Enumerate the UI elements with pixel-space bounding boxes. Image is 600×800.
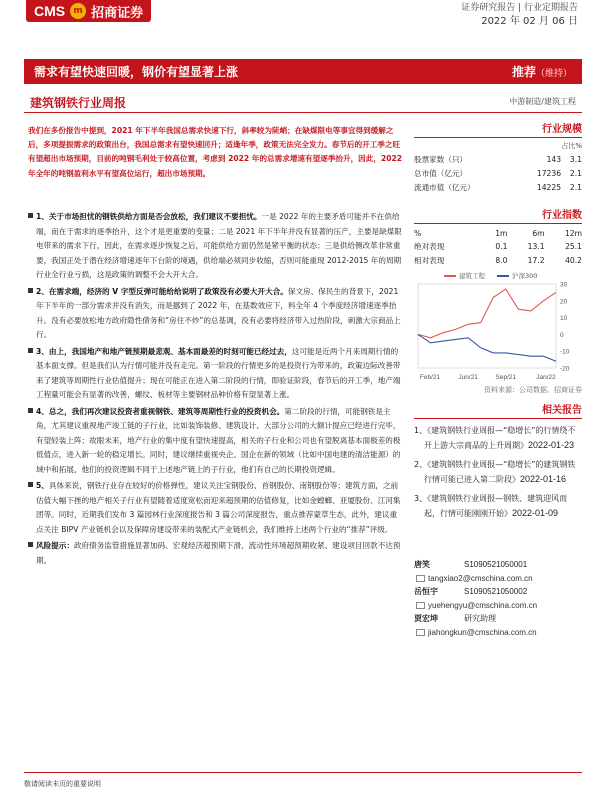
series-line-0 [418,289,556,338]
related-report-item[interactable] [414,492,582,521]
footer-note: 敬请阅读末页的重要说明 [24,780,101,788]
bullet-square-icon [28,213,33,218]
analyst-card [414,612,582,639]
legend-item-0: 建筑工程 [444,271,485,280]
point-body: 这可能是近两个月来周期行情的基本面支撑。但是我们认为行情可能并没有走完。第一阶段的行情更多的是投资行为带来的，政策边际改善带来了建筑等周期性行业估值提升；现在可能正在进入第二阶段的行情，即验证阶段，春节后的开工季，地产端工程量可能会有显著的改善，螺纹、板材等主要钢材品种价格有望显著上涨。 [36,346,401,399]
analyst-email[interactable] [414,572,582,586]
y-tick-label: -20 [560,365,570,373]
analyst-id: 研究助理 [464,614,496,623]
scale-label: 总市值（亿元） [414,168,468,178]
analyst-name: 唐笑 [414,560,430,569]
report-link-date: 2022-01-09 [512,508,559,518]
report-link-date: 2022-01-23 [528,440,575,450]
title-banner [24,59,582,84]
body-point [28,479,404,537]
scale-row [414,152,582,166]
body-point [28,285,404,343]
y-tick-label: 30 [560,281,568,289]
index-label: 相对表现 [414,255,445,265]
report-link-text: 3、《建筑钢铁行业周报—钢铁、建筑迎风而起，行情可能刚刚开始》 [414,494,568,518]
index-value: 17.2 [527,255,545,265]
analyst-email-text: jiahongkun@cmschina.com.cn [428,627,537,637]
index-header: % [414,228,422,238]
logo-cn-text: 招商证券 [91,5,144,21]
related-reports [414,424,582,521]
industry-tag: 中游制造/建筑工程 [509,97,576,106]
index-header: 1m [495,228,508,238]
bullet-square-icon [28,408,33,413]
body-point [28,345,404,403]
top-header [0,0,600,30]
index-chart [414,280,582,382]
scale-table [414,152,582,194]
point-body: 一是 2022 年的主要矛盾可能并不在供给端，而在于需求的逐季抬升，这个才是更重要的变量；二是 2021 年下半年并没有显著的压产，主要是缺煤限电带来的需求下行，因此，在需求逐步恢复之后，可能供给方面仍然是紧平衡的状态；三是供给侧改革非常重要，我国正处于潜在经济增速逐年下台阶的境遇，供给端必须同步收缩，否则可能重现 2012-2015 年的周期行业全行业亏损，这是政策的调整不会大开大合。 [36,212,402,279]
point-lead: 1、关于市场担忧的钢铁供给方面是否会放松，我们建议不要担忧。 [36,212,262,221]
index-title: 行业指数 [414,206,582,224]
reports-title: 相关报告 [414,401,582,419]
y-tick-label: 10 [560,315,568,323]
point-lead: 5、 [36,481,49,490]
point-body: 保文房、保民生的背景下，2021 年下半年的一部分需求并没有消失，而是挪到了 2022 年，在基数效应下，料全年 4 个季度经济增速逐季抬升。没有必要放松地方政府隐性债务和“房住不炒”的总基调，没有必要将经济带入过热阶段，刺激大宗商品上行。 [36,286,401,339]
point-lead: 风险提示： [36,541,74,550]
report-type: 证券研究报告 | 行业定期报告 [461,3,578,13]
x-tick-label: Feb/21 [419,374,441,381]
mail-icon [416,629,425,636]
scale-row [414,166,582,180]
mail-icon [416,575,425,582]
index-value: 0.1 [495,241,508,251]
index-row [414,253,582,267]
x-tick-label: Jun/21 [458,374,478,381]
scale-label: 股票家数（只） [414,154,468,164]
analyst-name: 贾宏坤 [414,614,438,623]
scale-row [414,180,582,194]
rating [512,63,572,80]
x-tick-label: Sep/21 [495,374,517,381]
index-header: 12m [564,228,582,238]
index-value: 13.1 [527,241,545,251]
scale-title: 行业规模 [414,120,582,138]
analyst-name: 岳恒宇 [414,587,438,596]
index-value: 40.2 [565,255,582,265]
report-title: 需求有望快速回暖，钢价有望显著上涨 [34,65,239,79]
scale-unit: 占比% [561,142,582,150]
analyst-email-text: yuehengyu@cmschina.com.cn [428,600,538,610]
index-row [414,239,582,253]
report-date: 2022 年 02 月 06 日 [481,16,578,27]
chart-legend [444,271,582,280]
divider [24,112,582,113]
y-tick-label: 20 [560,298,568,306]
scale-pct: 2.1 [569,182,582,192]
header-meta [461,2,578,28]
analyst-email-text: tangxiao2@cmschina.com.cn [428,573,533,583]
index-table [414,227,582,267]
body-point [28,539,404,568]
scale-pct: 2.1 [569,168,582,178]
point-body: 第二阶段的行情，可能钢铁是主角，尤其建议重视地产竣工链的子行业，比如装饰装修、建筑设计、大部分公司的大额计提应已经进行完毕，有望轻装上阵；故眼未来，地产行业的集中度有望快速提高，相关的子行业和公司也有望脱离基本面极差的极低值点，进入新一轮的稳定增长。同时，建议继续重视央企、国企在新的领域（比如中国电建的清洁能源）的域中和拓展，他们的投资逻辑不同于上述地产链上的子行业，他们有自己的长期投资逻辑。 [36,406,401,474]
bullet-square-icon [28,348,33,353]
cms-logo [26,0,151,22]
scale-value: 17236 [536,168,562,178]
analyst-id: S1090521050001 [464,560,528,569]
related-report-item[interactable] [414,424,582,453]
index-header: 6m [532,228,545,238]
body-point [28,210,404,283]
analyst-line [414,612,582,626]
series-line-1 [418,334,556,361]
analyst-id: S1090521050002 [464,587,528,596]
scale-value: 14225 [536,182,562,192]
point-body: 政府债务监管措施显著加码、宏观经济超预期下滑、流动性环境超预期收紧、建设项目回款不达预期。 [36,541,401,565]
analyst-line [414,558,582,572]
analyst-email[interactable] [414,626,582,640]
point-body: 具体来说，钢铁行业存在较好的价格弹性，建议关注宝钢股份、首钢股份、南钢股份等；建筑方面，之前估值大幅下挫的地产相关子行业有望随着适度宽松而迎来超预期的估值修复，比如金螳螂、亚厦股份、江河集团等。同时，近期我们发布 3 篇园林行业深度报告和 3 篇公司深度报告，重点推荐蒙草生态，此外，建议重点关注 BIPV 产业链机会以及保障房建设带来的装配式产业链机会，我们维持上述两个行业的“推荐”评级。 [36,481,401,534]
point-lead: 3、由上，我国地产和地产链预期最悲观、基本面最差的时刻可能已经过去， [36,346,292,356]
index-value: 25.1 [565,241,582,251]
point-lead: 4、总之，我们再次建议投资者重视钢铁、建筑等周期性行业的投资机会。 [36,406,285,416]
report-link-text: 1、《建筑钢铁行业周报—“稳增长”的行情绕不开上游大宗商品的上升周期》 [414,426,576,450]
x-tick-label: Jan/22 [536,374,556,381]
index-label: 绝对表现 [414,241,445,251]
chart-frame [418,284,556,368]
chart-source: 资料来源：公司数据、招商证券 [484,386,582,394]
analysts [414,558,582,639]
footer-divider [24,772,582,773]
logo-cms-text: CMS [34,3,66,19]
mail-icon [416,602,425,609]
index-value: 8.0 [495,255,508,265]
rating-note: （维持） [535,69,572,79]
analyst-line [414,585,582,599]
bullet-square-icon [28,288,33,293]
report-link-date: 2022-01-16 [520,474,567,484]
sidebar [414,120,582,521]
summary-paragraph: 我们在多份报告中提到，2021 年下半年我国总需求快速下行，斜率较为陡峭；在缺煤限电等事宜得到缓解之后，多项提振需求的政策出台，我国总需求有望快速回升；适逢年季，政策无法完全发力。春节后的开工季之旺有望超出市场预期，目前的吨钢毛利处于较高位置，考虑到 2022 年的总需求增速有望逐季抬升，因此，2022 年全年的吨钢盈利水平有望高位运行，超出市场预期。 [28,126,403,178]
logo-emblem-icon: m [70,3,86,19]
bullet-square-icon [28,482,33,487]
y-tick-label: -10 [560,348,570,356]
related-report-item[interactable] [414,458,582,487]
report-link-text: 2、《建筑钢铁行业周报—“稳增长”的建筑钢铁行情可能已进入第二阶段》 [414,460,576,484]
scale-label: 流通市值（亿元） [414,182,475,192]
analyst-card [414,558,582,585]
y-tick-label: 0 [560,331,564,339]
analyst-email[interactable] [414,599,582,613]
point-lead: 2、在需求端，经济的 V 字型反弹可能给给说明了政策没有必要大开大合。 [36,286,288,296]
analyst-card [414,585,582,612]
report-subtitle: 建筑钢铁行业周报 [30,96,127,110]
main-body [28,210,404,570]
scale-value: 143 [546,154,562,164]
body-point [28,405,404,478]
rating-label: 推荐 [511,65,536,79]
bullet-square-icon [28,542,33,547]
scale-pct: 3.1 [569,154,582,164]
legend-item-1: 沪深300 [497,271,537,280]
